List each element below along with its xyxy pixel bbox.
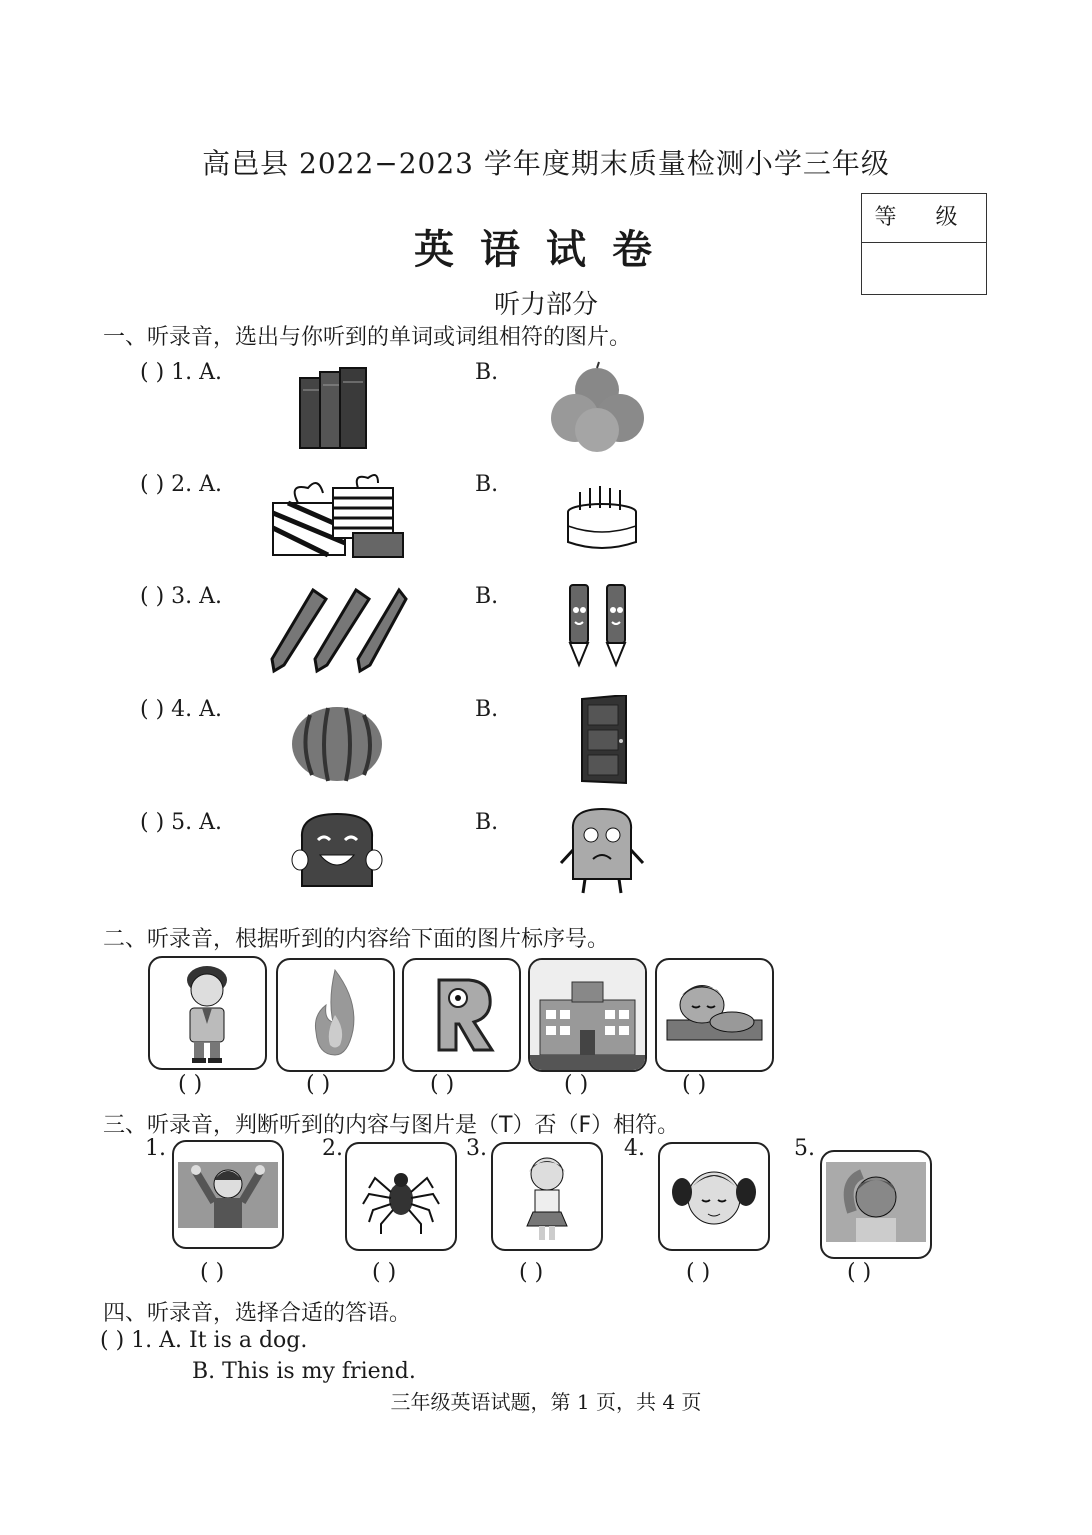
page-footer: 三年级英语试题，第 1 页，共 4 页 [390,1390,702,1414]
school-icon [528,958,647,1072]
s2-blank-1[interactable]: ( ) [178,1072,203,1097]
watermelon-icon [290,705,385,783]
door-icon [578,695,630,785]
exam-subtitle: 英语试卷 [414,227,678,273]
s1-q4-b-label: B. [475,697,499,722]
s3-blank-5[interactable]: ( ) [847,1260,872,1285]
s3-num-5: 5. [794,1136,815,1161]
birthday-cake-icon [562,480,642,555]
section2-heading: 二、听录音，根据听到的内容给下面的图片标序号。 [103,927,610,952]
s1-q3-label: ( ) 3. A. [140,584,223,609]
s3-blank-4[interactable]: ( ) [686,1260,711,1285]
fire-icon [276,958,395,1072]
girl-waving-icon [172,1140,284,1249]
boy-hand-on-head-icon [820,1150,932,1259]
boy-icon [148,956,267,1070]
s3-blank-2[interactable]: ( ) [372,1260,397,1285]
crayons-icon [268,585,408,675]
grade-label: 等 级 [862,194,986,243]
grade-box [861,193,987,295]
s1-q1-b-label: B. [475,360,499,385]
books-icon [290,360,390,455]
s1-q2-label: ( ) 2. A. [140,472,223,497]
s2-blank-5[interactable]: ( ) [682,1072,707,1097]
section3-heading: 三、听录音，判断听到的内容与图片是（T）否（F）相符。 [103,1113,680,1138]
part-title: 听力部分 [493,290,598,320]
s2-blank-3[interactable]: ( ) [430,1072,455,1097]
sleeping-boy-icon [655,958,774,1072]
s3-blank-1[interactable]: ( ) [200,1260,225,1285]
s2-blank-2[interactable]: ( ) [306,1072,331,1097]
letter-r-icon [402,958,521,1072]
s2-blank-4[interactable]: ( ) [564,1072,589,1097]
apples-icon [545,360,650,455]
s1-q3-b-label: B. [475,584,499,609]
exam-title: 高邑县 2022−2023 学年度期末质量检测小学三年级 [202,147,890,180]
s4-q1-b: B. This is my friend. [192,1359,416,1384]
s3-num-2: 2. [322,1136,343,1161]
s1-q5-b-label: B. [475,810,499,835]
spider-icon [345,1142,457,1251]
section4-heading: 四、听录音，选择合适的答语。 [103,1301,412,1326]
s3-num-3: 3. [466,1136,487,1161]
girl-face-icon [658,1142,770,1251]
pencil-characters-icon [555,580,645,670]
section1-heading: 一、听录音，选出与你听到的单词或词组相符的图片。 [103,325,632,350]
s3-num-1: 1. [145,1136,166,1161]
girl-icon [491,1142,603,1251]
happy-bread-icon [290,810,385,890]
sad-bread-icon [555,805,650,897]
s1-q2-b-label: B. [475,472,499,497]
s1-q4-label: ( ) 4. A. [140,697,223,722]
s3-blank-3[interactable]: ( ) [519,1260,544,1285]
s1-q1-label: ( ) 1. A. [140,360,223,385]
s1-q5-label: ( ) 5. A. [140,810,223,835]
s4-q1-a: ( ) 1. A. It is a dog. [100,1328,308,1353]
gifts-icon [268,473,408,561]
s3-num-4: 4. [624,1136,645,1161]
